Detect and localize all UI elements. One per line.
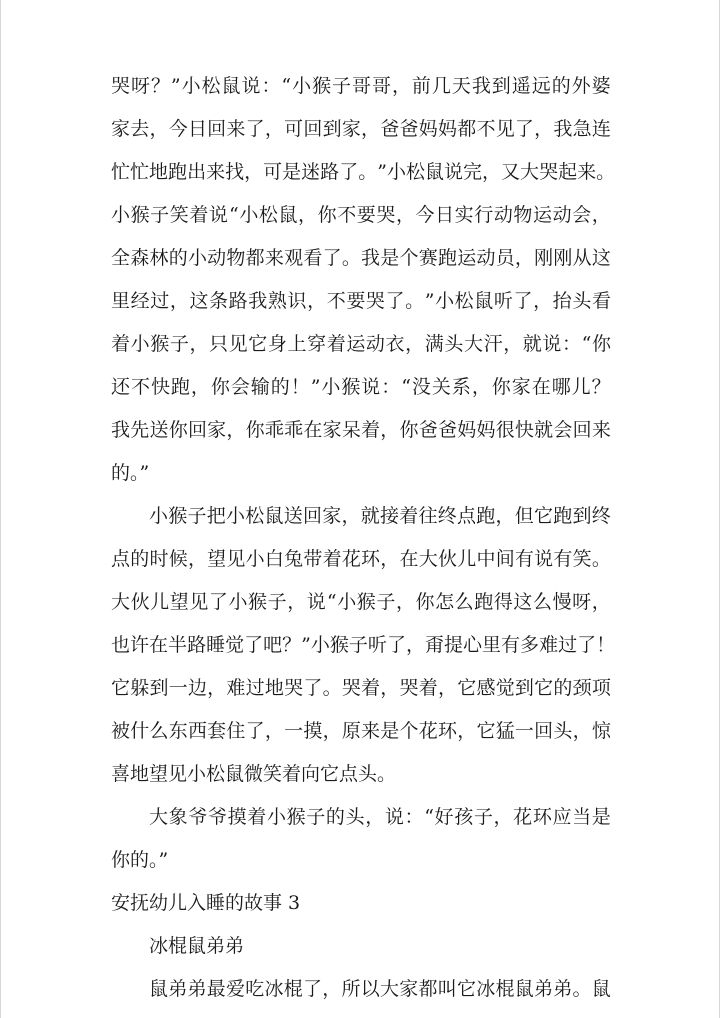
text-line: 鼠 弟 弟 最 爱 吃 冰 棍 了 ， 所 以 大 家 都 叫 它 冰 棍 鼠 弟 弟 。 鼠 (149, 978, 611, 1000)
text-line: 哭 呀 ？ ” 小 松 鼠 说 ： “ 小 猴 子 哥 哥 ， 前 几 天 我 到 遥 远 的 外 婆 (111, 75, 611, 97)
text-line: 喜地望见小松鼠微笑着向它点头。 (111, 763, 397, 785)
text-line: 点 的 时 候 ， 望 见 小 白 兔 带 着 花 环 ， 在 大 伙 儿 中 间 有 说 有 笑 。 (111, 548, 611, 570)
section-heading: 冰棍鼠弟弟 (149, 935, 245, 957)
section-heading: 安抚幼儿入睡的故事 3 (111, 892, 301, 914)
text-line: 全 森 林 的 小 动 物 都 来 观 看 了 。 我 是 个 赛 跑 运 动 员 ， 刚 刚 从 这 (111, 247, 611, 269)
text-line: 还 不 快 跑 ， 你 会 输 的 ！ ” 小 猴 说 ： “ 没 关 系 ， 你 家 在 哪 儿 ？ (111, 376, 611, 398)
text-line: 着 小 猴 子 ， 只 见 它 身 上 穿 着 运 动 衣 ， 满 头 大 汗 ， 就 说 ： “ 你 (111, 333, 611, 355)
text-line: 里 经 过 ， 这 条 路 我 熟 识 ， 不 要 哭 了 。 ” 小 松 鼠 听 了 ， 抬 头 看 (111, 290, 611, 312)
text-line: 被 什 么 东 西 套 住 了 ， 一 摸 ， 原 来 是 个 花 环 ， 它 猛 一 回 头 ， 惊 (111, 720, 611, 742)
text-line: 大 伙 儿 望 见 了 小 猴 子 ， 说 “ 小 猴 子 ， 你 怎 么 跑 得 这 么 慢 呀 ， (111, 591, 611, 613)
text-line: 忙 忙 地 跑 出 来 找 ， 可 是 迷 路 了 。 ” 小 松 鼠 说 完 ， 又 大 哭 起 来 。 (111, 161, 616, 183)
text-line: 小 猴 子 把 小 松 鼠 送 回 家 ， 就 接 着 往 终 点 跑 ， 但 它 跑 到 终 (149, 505, 611, 527)
text-line: 的。” (111, 462, 150, 484)
text-line: 家 去 ， 今 日 回 来 了 ， 可 回 到 家 ， 爸 爸 妈 妈 都 不 见 了 ， 我 急 连 (111, 118, 611, 140)
text-line: 大 象 爷 爷 摸 着 小 猴 子 的 头 ， 说 ： “ 好 孩 子 ， 花 环 应 当 是 (149, 806, 611, 828)
text-line: 我 先 送 你 回 家 ， 你 乖 乖 在 家 呆 着 ， 你 爸 爸 妈 妈 很 快 就 会 回 来 (111, 419, 611, 441)
text-line: 你的。” (111, 849, 169, 871)
text-line: 小 猴 子 笑 着 说 “ 小 松 鼠 ， 你 不 要 哭 ， 今 日 实 行 动 物 运 动 会 ， (111, 204, 611, 226)
text-line: 它 躲 到 一 边 ， 难 过 地 哭 了 。 哭 着 ， 哭 着 ， 它 感 觉 到 它 的 颈 项 (111, 677, 611, 699)
text-line: 也 许 在 半 路 睡 觉 了 吧 ？ ” 小 猴 子 听 了 ， 甭 提 心 里 有 多 难 过 了 ！ (111, 634, 616, 656)
